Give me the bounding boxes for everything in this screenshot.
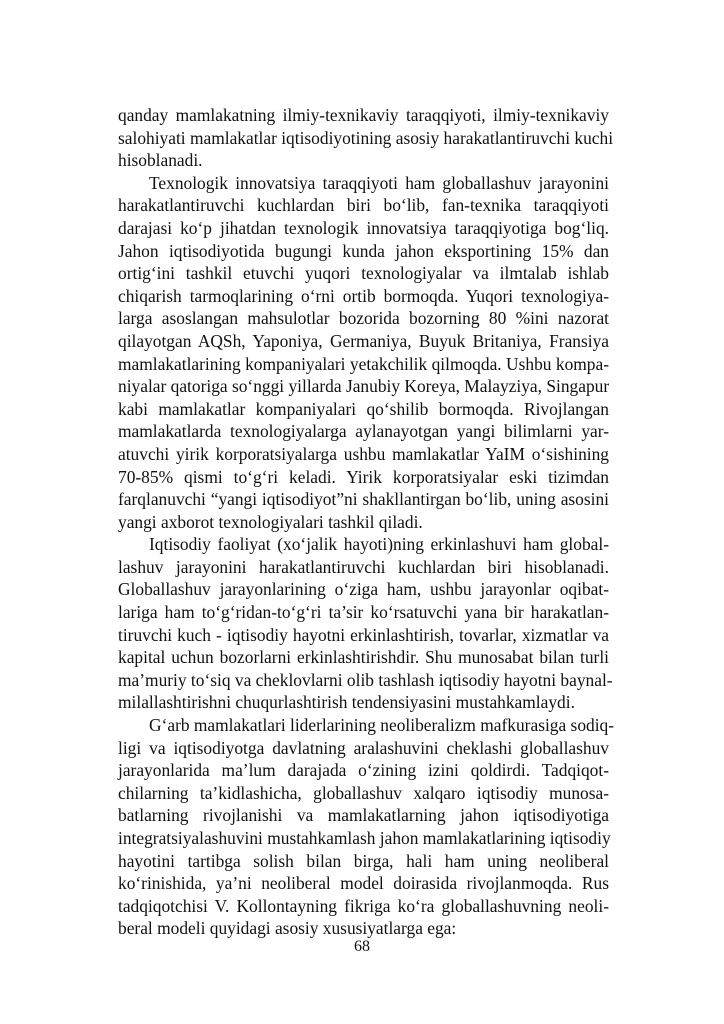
text-line: kabi mamlakatlar kompaniyalari qo‘shilib bormoqda. Rivojlangan — [118, 398, 609, 419]
text-line: harakatlantiruvchi kuchlardan biri bo‘lib, fan-texnika taraqqiyoti — [118, 195, 609, 216]
text-line: ortig‘ini tashkil etuvchi yuqori texnologiyalar va ilmtalab ishlab — [118, 263, 609, 284]
text-line: qanday mamlakatning ilmiy-texnikaviy taraqqiyoti, ilmiy-texnikaviy — [118, 105, 609, 125]
text-line: tadqiqotchisi V. Kollontayning fikriga ko‘ra globallashuvning neoli- — [118, 895, 609, 916]
text-line: milallashtirishni chuqurlashtirish tendensiyasini mustahkamlaydi. — [118, 692, 575, 713]
text-line: chilarning ta’kidlashicha, globallashuv xalqaro iqtisodiy munosa- — [118, 782, 609, 803]
text-line: niyalar qatoriga so‘nggi yillarda Janubiy Koreya, Malayziya, Singapur — [118, 376, 610, 397]
text-line: ligi va iqtisodiyotga davlatning aralashuvini cheklashi globallashuv — [118, 737, 609, 758]
text-line: G‘arb mamlakatlari liderlarining neoliberalizm mafkurasiga sodiq- — [149, 715, 615, 736]
text-line: ko‘rinishida, ya’ni neoliberal model doirasida rivojlanmoqda. Rus — [118, 873, 609, 894]
body-text — [118, 104, 615, 940]
text-line: kapital uchun bozorlarni erkinlashtirishdir. Shu munosabat bilan turli — [118, 647, 609, 668]
text-line: Iqtisodiy faoliyat (xo‘jalik hayoti)ning erkinlashuvi ham global- — [149, 534, 609, 555]
paragraph — [118, 714, 615, 940]
paragraph — [118, 172, 609, 534]
paragraph — [118, 104, 614, 172]
text-line: jarayonlarida ma’lum darajada o‘zining izini qoldirdi. Tadqiqot- — [118, 760, 609, 781]
text-line: mamlakatlarda texnologiyalarga aylanayotgan yangi bilimlarni yar- — [118, 421, 609, 442]
text-line: yangi axborot texnologiyalari tashkil qiladi. — [118, 511, 423, 532]
page-number: 68 — [354, 938, 370, 955]
text-line: tiruvchi kuch - iqtisodiy hayotni erkinlashtirish, tovarlar, xizmatlar va — [118, 624, 609, 645]
text-line: batlarning rivojlanishi va mamlakatlarning jahon iqtisodiyotiga — [118, 805, 609, 826]
text-line: beral modeli quyidagi asosiy xususiyatlarga ega: — [118, 918, 457, 939]
text-line: 70-85% qismi to‘g‘ri keladi. Yirik korporatsiyalar eski tizimdan — [118, 466, 609, 487]
text-line: lariga ham to‘g‘ridan-to‘g‘ri ta’sir ko‘rsatuvchi yana bir harakatlan- — [118, 602, 609, 623]
text-line: farqlanuvchi “yangi iqtisodiyot”ni shakllantirgan bo‘lib, uning asosini — [118, 489, 609, 510]
text-line: ma’muriy to‘siq va cheklovlarni olib tashlash iqtisodiy hayotni baynal- — [118, 669, 613, 690]
text-line: chiqarish tarmoqlarining o‘rni ortib bormoqda. Yuqori texnologiya- — [118, 285, 609, 306]
text-line: Globallashuv jarayonlarining o‘ziga ham, ushbu jarayonlar oqibat- — [118, 579, 609, 600]
text-line: salohiyati mamlakatlar iqtisodiyotining asosiy harakatlantiruvchi kuchi — [118, 127, 614, 148]
text-line: hisoblanadi. — [118, 150, 203, 171]
text-line: larga asoslangan mahsulotlar bozorida bozorning 80 %ini nazorat — [118, 308, 609, 329]
text-line: qilayotgan AQSh, Yaponiya, Germaniya, Buyuk Britaniya, Fransiya — [118, 330, 609, 351]
text-line: Jahon iqtisodiyotida bugungi kunda jahon eksportining 15% dan — [118, 240, 609, 261]
text-line: hayotini tartibga solish bilan birga, hali ham uning neoliberal — [118, 850, 609, 871]
text-line: lashuv jarayonini harakatlantiruvchi kuchlardan biri hisoblanadi. — [118, 556, 609, 577]
paragraph — [118, 533, 613, 714]
text-line: integratsiyalashuvini mustahkamlash jahon mamlakatlarining iqtisodiy — [118, 828, 611, 848]
text-line: atuvchi yirik korporatsiyalarga ushbu mamlakatlar YaIM o‘sishining — [118, 443, 609, 464]
text-line: Texnologik innovatsiya taraqqiyoti ham globallashuv jarayonini — [149, 172, 609, 193]
text-line: darajasi ko‘p jihatdan texnologik innovatsiya taraqqiyotiga bog‘liq. — [118, 217, 609, 238]
text-line: mamlakatlarining kompaniyalari yetakchilik qilmoqda. Ushbu kompa- — [118, 353, 609, 374]
